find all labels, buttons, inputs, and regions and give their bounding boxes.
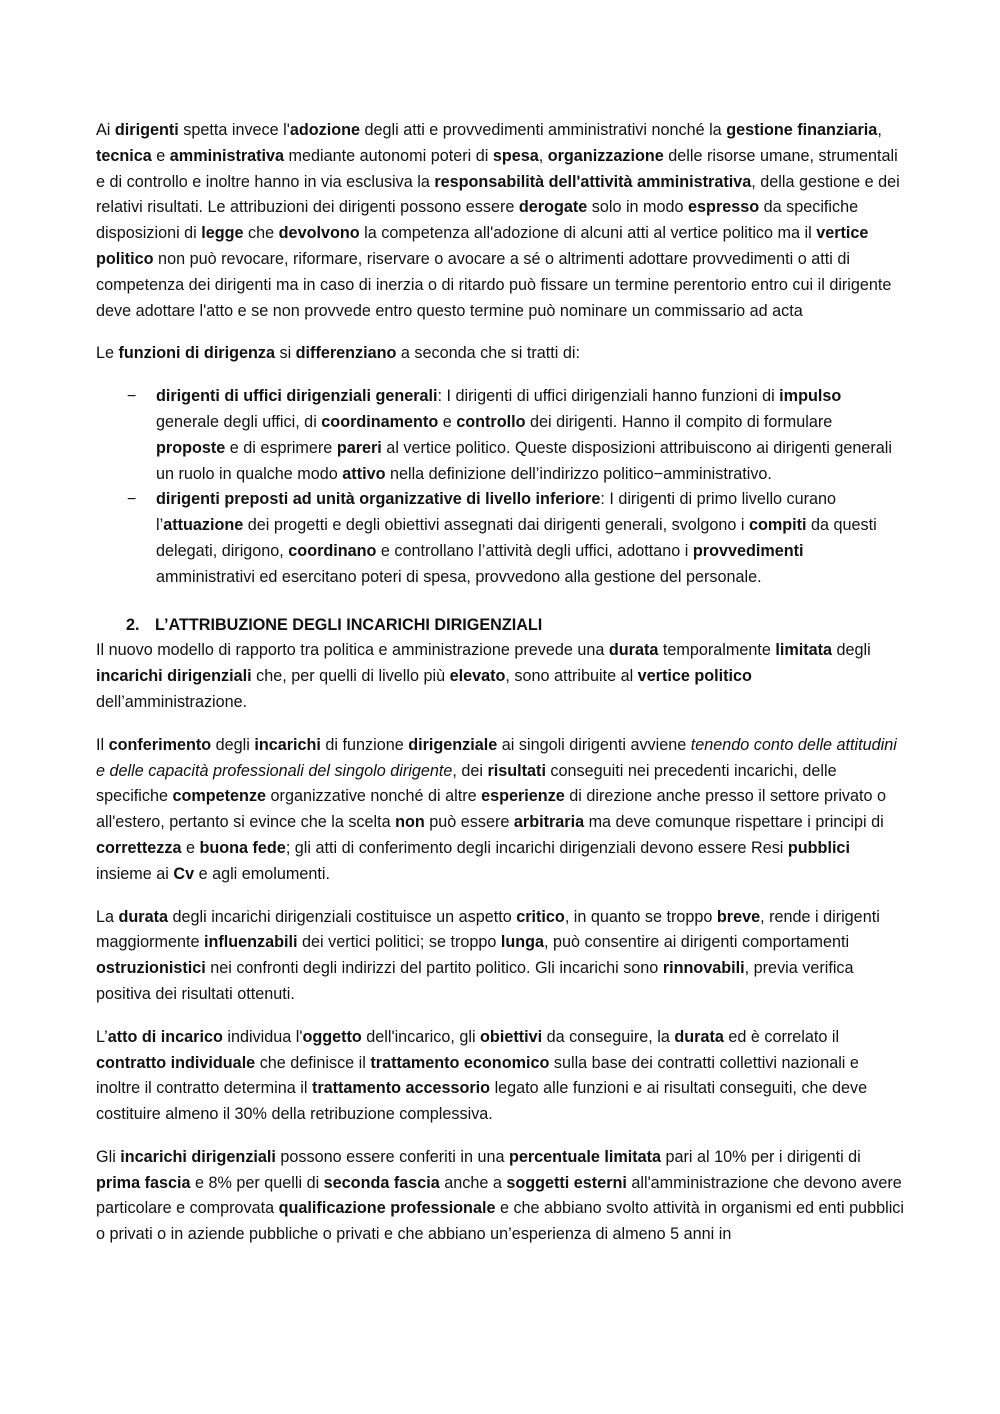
bold-term: durata: [118, 907, 168, 926]
text-run: conseguiti nei precedenti incarichi, delle specifiche: [96, 761, 837, 806]
text-run: e di esprimere: [225, 438, 337, 457]
text-run: Gli: [96, 1147, 121, 1166]
text-run: mediante autonomi poteri di: [284, 146, 493, 165]
text-run: L’: [96, 1027, 108, 1046]
bold-term: risultati: [487, 761, 546, 780]
paragraph-conferimento: [96, 733, 904, 888]
bold-term: obiettivi: [480, 1027, 543, 1046]
text-run: e: [151, 146, 170, 165]
bold-term: buona fede: [199, 838, 286, 857]
text-run: al vertice politico. Queste disposizioni attribuiscono ai dirigenti generali un ruolo in qualche modo: [156, 438, 892, 483]
section-heading: [96, 613, 904, 639]
bold-term: funzioni di dirigenza: [118, 344, 275, 363]
text-run: che, per quelli di livello più: [251, 667, 450, 686]
bold-term: soggetti esterni: [506, 1173, 627, 1192]
bold-term: proposte: [156, 438, 226, 457]
text-run: e 8% per quelli di: [190, 1173, 324, 1192]
bold-term: spesa: [492, 146, 539, 165]
text-run: , previa verifica positiva dei risultati ottenuti.: [96, 959, 854, 1003]
text-run: : I dirigenti di primo livello curano l’: [156, 490, 837, 535]
text-run: nei confronti degli indirizzi del partito politico. Gli incarichi sono: [205, 959, 663, 978]
text-run: dei dirigenti. Hanno il compito di formulare: [525, 412, 833, 431]
text-run: , della gestione e dei relativi risultati. Le attribuzioni dei dirigenti possono essere: [96, 172, 900, 217]
text-run: : I dirigenti di uffici dirigenziali hanno funzioni di: [437, 387, 780, 406]
text-run: da specifiche disposizioni di: [96, 198, 859, 243]
text-run: e agli emolumenti.: [194, 864, 330, 883]
text-run: da conseguire, la: [542, 1027, 675, 1046]
bold-term: ostruzionistici: [96, 959, 206, 978]
text-run: anche a: [439, 1173, 507, 1192]
text-run: e controllano l’attività degli uffici, adottano i: [376, 541, 693, 560]
text-run: individua l': [222, 1027, 303, 1046]
bold-term: percentuale limitata: [508, 1147, 662, 1166]
text-run: degli: [211, 735, 255, 754]
text-run: dei progetti e degli obiettivi assegnati dai dirigenti generali, svolgono i: [243, 516, 749, 535]
bold-term: incarichi: [254, 735, 321, 754]
bold-term: impulso: [779, 387, 842, 406]
bold-term: compiti: [748, 516, 807, 535]
text-run: dell'incarico, gli: [361, 1027, 481, 1046]
bold-term: limitata: [775, 641, 833, 660]
bold-term: attivo: [342, 464, 386, 483]
bold-term: organizzazione: [547, 146, 664, 165]
bold-term: responsabilità dell'attività amministrativa: [434, 172, 752, 191]
text-run: all'amministrazione che devono avere particolare e comprovata: [96, 1173, 902, 1218]
section-number: 2.: [126, 615, 140, 634]
bold-term: gestione finanziaria: [726, 121, 878, 139]
text-run: e che abbiano svolto attività in organismi ed enti pubblici o privati o in aziende pubbliche o privati e che abbiano un’esperienza di almeno 5 anni in: [96, 1199, 904, 1244]
text-run: che definisce il: [255, 1053, 371, 1072]
paragraph-modello-rapporto: [96, 638, 904, 715]
paragraph-dirigenti-competenze: [96, 118, 904, 324]
text-run: ,: [538, 146, 548, 165]
bold-term: durata: [674, 1027, 724, 1046]
bold-term: legge: [201, 224, 244, 243]
bold-term: esperienze: [481, 787, 565, 806]
bold-term: atto di incarico: [107, 1027, 223, 1046]
text-run: delle risorse umane, strumentali e di controllo e inoltre hanno in via esclusiva la: [96, 146, 898, 191]
text-run: pari al 10% per i dirigenti di: [661, 1147, 861, 1166]
bold-term: qualificazione professionale: [278, 1199, 496, 1218]
bold-term: contratto individuale: [96, 1053, 256, 1072]
bold-term: seconda fascia: [323, 1173, 440, 1192]
text-run: legato alle funzioni e ai risultati conseguiti, che deve costituire almeno il 30% della retribuzione complessiva.: [96, 1079, 868, 1124]
text-run: e: [181, 838, 200, 857]
text-run: , sono attribuite al: [505, 667, 638, 686]
bold-term: dirigenti preposti ad unità organizzative di livello inferiore: [156, 490, 601, 509]
text-run: degli incarichi dirigenziali costituisce un aspetto: [168, 907, 517, 926]
bold-term: pareri: [336, 438, 382, 457]
text-run: può essere: [424, 813, 514, 832]
bold-term: dirigenti: [114, 121, 179, 139]
text-run: organizzative nonché di altre: [266, 787, 482, 806]
text-run: , può consentire ai dirigenti comportamenti: [544, 933, 850, 952]
bold-term: Cv: [173, 864, 195, 883]
bold-term: dirigenti di uffici dirigenziali generali: [156, 387, 438, 406]
italic-phrase: tenendo conto delle attitudini e delle capacità professionali del singolo dirigente: [96, 735, 897, 780]
bold-term: adozione: [289, 121, 360, 139]
text-run: sulla base dei contratti collettivi nazionali e inoltre il contratto determina il: [96, 1053, 859, 1098]
list-item-text: [156, 490, 877, 585]
bold-term: espresso: [688, 198, 760, 217]
text-run: di direzione anche presso il settore privato o all'estero, pertanto si evince che la scelta: [96, 787, 887, 832]
bold-term: attuazione: [163, 516, 244, 535]
paragraph-atto-di-incarico: [96, 1025, 904, 1128]
bold-term: correttezza: [96, 838, 182, 857]
text-run: ed è correlato il: [723, 1027, 840, 1046]
dirigenti-types-list: [96, 384, 904, 590]
bold-term: trattamento economico: [370, 1053, 550, 1072]
text-run: dell’amministrazione.: [96, 692, 248, 711]
text-run: da questi delegati, dirigono,: [156, 516, 877, 560]
bold-term: breve: [716, 907, 761, 926]
bold-term: critico: [516, 907, 565, 926]
bold-term: durata: [608, 641, 659, 660]
text-run: nella definizione dell’indirizzo politico−amministrativo.: [385, 464, 772, 483]
text-run: Le: [96, 344, 119, 363]
text-run: possono essere conferiti in una: [275, 1147, 509, 1166]
bold-term: tecnica: [96, 146, 152, 165]
bold-term: vertice politico: [637, 667, 752, 686]
bold-term: provvedimenti: [692, 541, 804, 560]
section-title: L’ATTRIBUZIONE DEGLI INCARICHI DIRIGENZIALI: [155, 615, 543, 634]
bold-term: coordinamento: [321, 412, 439, 431]
text-run: insieme ai: [96, 864, 174, 883]
text-run: spetta invece l': [178, 121, 290, 139]
text-run: ma deve comunque rispettare i principi di: [584, 813, 884, 832]
bold-term: oggetto: [302, 1027, 362, 1046]
text-run: solo in modo: [587, 198, 689, 217]
text-run: , in quanto se troppo: [564, 907, 717, 926]
bold-term: non: [395, 813, 425, 832]
text-run: , dei: [452, 761, 488, 780]
bold-term: derogate: [518, 198, 588, 217]
text-run: Ai: [96, 121, 115, 139]
text-run: , rende i dirigenti maggiormente: [96, 907, 880, 952]
bold-term: arbitraria: [513, 813, 585, 832]
bold-term: dirigenziale: [408, 735, 498, 754]
bold-term: rinnovabili: [662, 959, 745, 978]
text-run: Il nuovo modello di rapporto tra politica e amministrazione prevede una: [96, 641, 609, 660]
text-run: che: [243, 224, 279, 243]
bold-term: incarichi dirigenziali: [96, 667, 252, 686]
bold-term: coordinano: [288, 541, 377, 560]
bold-term: incarichi dirigenziali: [120, 1147, 276, 1166]
paragraph-funzioni-dirigenza: [96, 341, 904, 367]
text-run: ai singoli dirigenti avviene: [497, 735, 691, 754]
text-run: Il: [96, 735, 109, 754]
text-run: ,: [877, 121, 882, 139]
text-run: ; gli atti di conferimento degli incarichi dirigenziali devono essere Resi: [285, 838, 788, 857]
list-item: [96, 487, 904, 590]
bold-term: lunga: [500, 933, 545, 952]
bold-term: elevato: [449, 667, 506, 686]
text-run: dei vertici politici; se troppo: [297, 933, 501, 952]
dash-bullet: −: [127, 490, 137, 509]
bold-term: competenze: [172, 787, 267, 806]
dash-bullet: −: [127, 387, 137, 406]
bold-term: differenziano: [295, 344, 397, 363]
bold-term: controllo: [456, 412, 526, 431]
text-run: si: [274, 344, 296, 363]
bold-term: influenzabili: [203, 933, 298, 952]
text-run: di funzione: [320, 735, 409, 754]
bold-term: trattamento accessorio: [311, 1079, 491, 1098]
paragraph-incarichi-esterni: [96, 1145, 904, 1248]
bold-term: vertice politico: [96, 224, 869, 268]
text-run: non può revocare, riformare, riservare o avocare a sé o altrimenti adottare provvedimenti o atti di competenza dei dirigenti ma in caso di inerzia o di ritardo può fissare un termine perentorio entro cui il dirigente deve adottare l'atto e se non provvede entro questo termine può nominare un commissario ad acta: [96, 249, 892, 320]
bold-term: devolvono: [278, 224, 360, 243]
list-item-text: [156, 387, 892, 482]
text-run: degli atti e provvedimenti amministrativi nonché la: [360, 121, 727, 139]
list-item: [96, 384, 904, 487]
bold-term: pubblici: [787, 838, 850, 857]
text-run: generale degli uffici, di: [156, 412, 322, 431]
bold-term: conferimento: [108, 735, 212, 754]
text-run: amministrativi ed esercitano poteri di spesa, provvedono alla gestione del personale.: [156, 567, 762, 586]
text-run: la competenza all'adozione di alcuni atti al vertice politico ma il: [359, 224, 817, 243]
paragraph-durata: [96, 905, 904, 1008]
text-run: e: [438, 412, 457, 431]
text-run: temporalmente: [658, 641, 776, 660]
text-run: degli: [832, 641, 871, 660]
text-run: La: [96, 907, 119, 926]
bold-term: prima fascia: [96, 1173, 191, 1192]
bold-term: amministrativa: [169, 146, 285, 165]
text-run: a seconda che si tratti di:: [396, 344, 580, 363]
